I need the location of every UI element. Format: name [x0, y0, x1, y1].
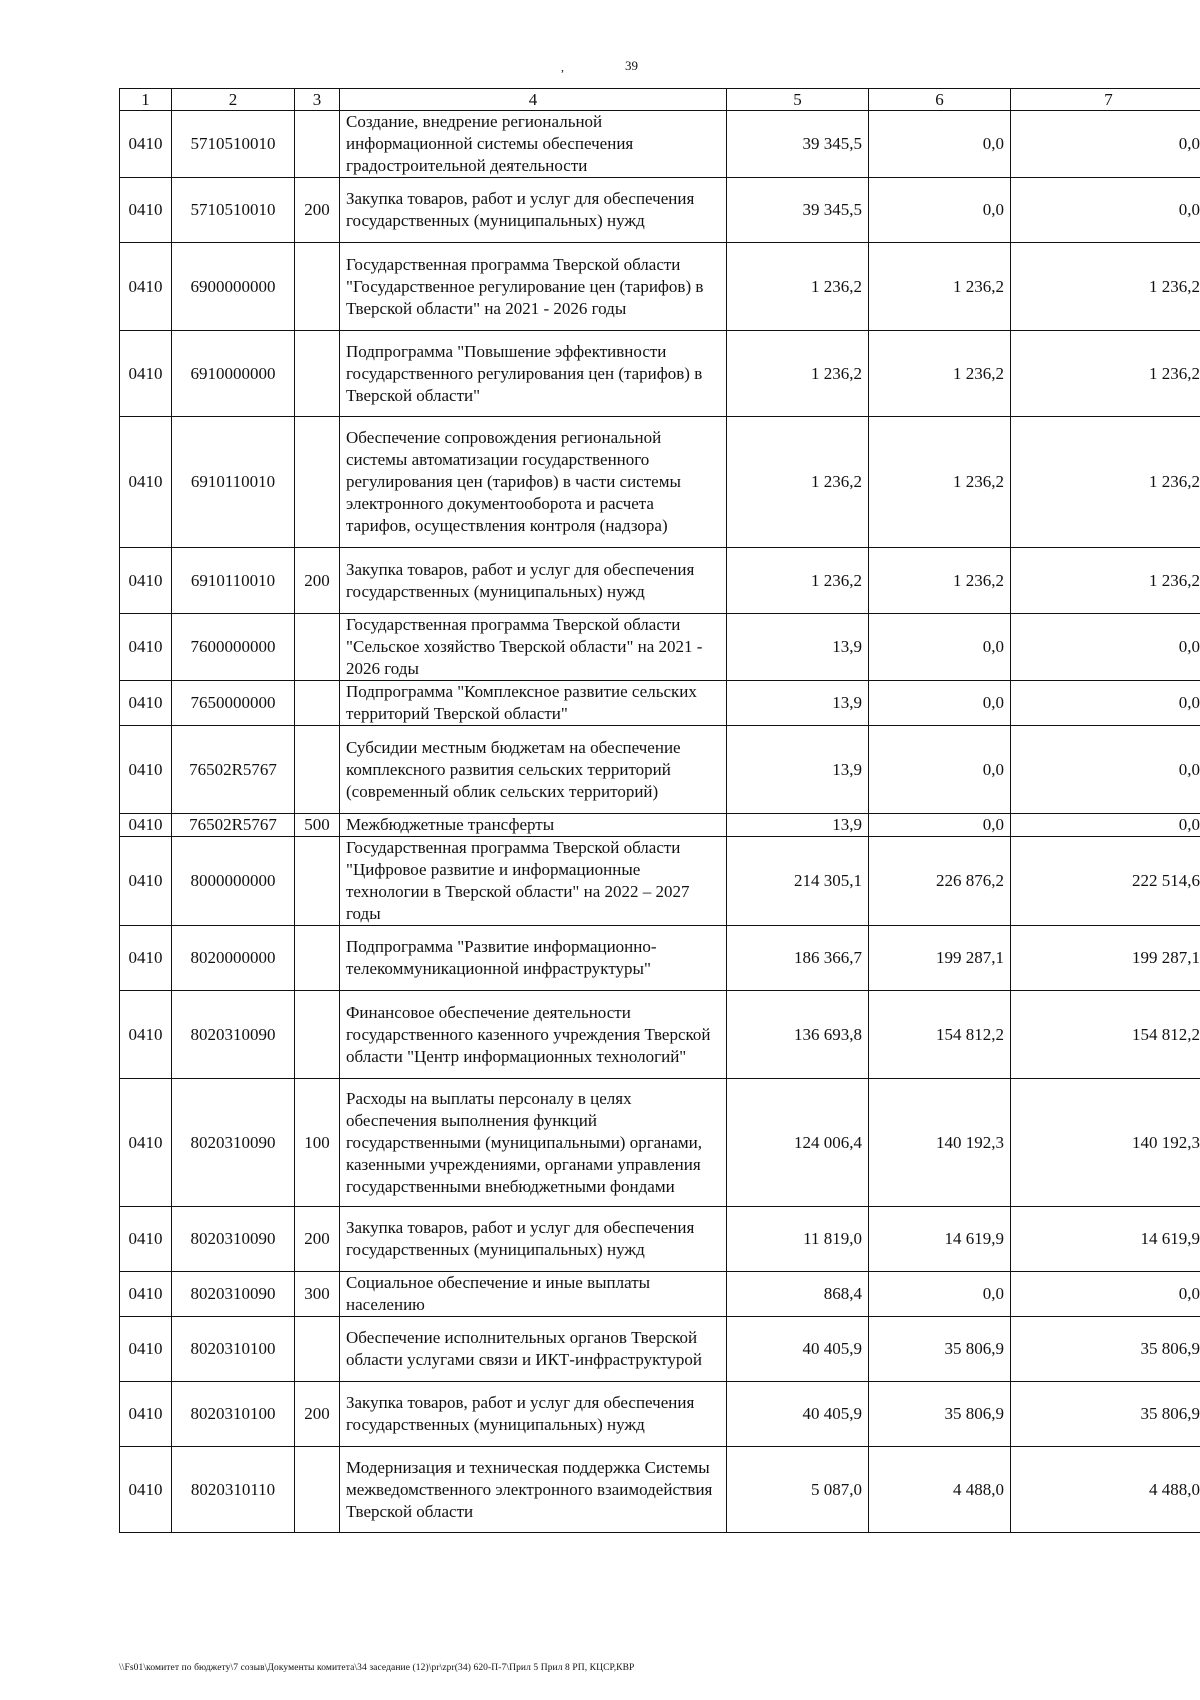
- cell-name: Закупка товаров, работ и услуг для обеспечения государственных (муниципальных) нужд: [340, 548, 727, 614]
- cell-target-code: 8020310100: [172, 1317, 295, 1382]
- cell-amount-col5: 136 693,8: [727, 991, 869, 1079]
- cell-name: Субсидии местным бюджетам на обеспечение комплексного развития сельских территорий (современный облик сельских территорий): [340, 726, 727, 814]
- cell-target-code: 6910110010: [172, 417, 295, 548]
- table-row: [120, 991, 1200, 1079]
- cell-section-code: 0410: [120, 331, 172, 417]
- table-row: [120, 1079, 1200, 1207]
- cell-amount-col7: 0,0: [1011, 814, 1200, 837]
- table-row: [120, 178, 1200, 243]
- cell-name: Государственная программа Тверской области "Сельское хозяйство Тверской области" на 2021 - 2026 годы: [340, 614, 727, 681]
- cell-amount-col6: 154 812,2: [869, 991, 1011, 1079]
- cell-amount-col6: 0,0: [869, 111, 1011, 178]
- cell-amount-col7: 35 806,9: [1011, 1317, 1200, 1382]
- cell-amount-col6: 1 236,2: [869, 331, 1011, 417]
- cell-amount-col7: 14 619,9: [1011, 1207, 1200, 1272]
- cell-section-code: 0410: [120, 178, 172, 243]
- cell-name: Государственная программа Тверской области "Государственное регулирование цен (тарифов) в Тверской области" на 2021 - 2026 годы: [340, 243, 727, 331]
- cell-amount-col6: 0,0: [869, 614, 1011, 681]
- cell-section-code: 0410: [120, 991, 172, 1079]
- cell-name: Подпрограмма "Развитие информационно-телекоммуникационной инфраструктуры": [340, 926, 727, 991]
- cell-expense-type: [295, 837, 340, 926]
- cell-amount-col5: 5 087,0: [727, 1447, 869, 1533]
- cell-amount-col5: 13,9: [727, 614, 869, 681]
- table-row: [120, 681, 1200, 726]
- cell-expense-type: [295, 681, 340, 726]
- cell-amount-col5: 1 236,2: [727, 417, 869, 548]
- cell-expense-type: [295, 417, 340, 548]
- cell-amount-col7: 35 806,9: [1011, 1382, 1200, 1447]
- cell-expense-type: [295, 243, 340, 331]
- cell-amount-col6: 4 488,0: [869, 1447, 1011, 1533]
- cell-expense-type: [295, 111, 340, 178]
- cell-amount-col5: 186 366,7: [727, 926, 869, 991]
- header-col-6: 6: [869, 89, 1011, 111]
- cell-section-code: 0410: [120, 1079, 172, 1207]
- cell-name: Закупка товаров, работ и услуг для обеспечения государственных (муниципальных) нужд: [340, 1207, 727, 1272]
- cell-amount-col7: 222 514,6: [1011, 837, 1200, 926]
- cell-amount-col7: 1 236,2: [1011, 417, 1200, 548]
- table-row: [120, 926, 1200, 991]
- cell-name: Обеспечение сопровождения региональной системы автоматизации государственного регулирования цен (тарифов) в части системы электронного документооборота и расчета тарифов, осуществления контроля (надзора): [340, 417, 727, 548]
- cell-amount-col5: 1 236,2: [727, 548, 869, 614]
- table-row: [120, 837, 1200, 926]
- budget-table: [119, 88, 1200, 1533]
- cell-target-code: 8020310090: [172, 1079, 295, 1207]
- cell-amount-col7: 0,0: [1011, 111, 1200, 178]
- cell-name: Государственная программа Тверской области "Цифровое развитие и информационные технологии в Тверской области" на 2022 – 2027 годы: [340, 837, 727, 926]
- cell-amount-col6: 1 236,2: [869, 417, 1011, 548]
- cell-amount-col5: 39 345,5: [727, 178, 869, 243]
- cell-amount-col6: 199 287,1: [869, 926, 1011, 991]
- cell-section-code: 0410: [120, 926, 172, 991]
- cell-amount-col7: 1 236,2: [1011, 548, 1200, 614]
- cell-amount-col5: 13,9: [727, 681, 869, 726]
- cell-name: Закупка товаров, работ и услуг для обеспечения государственных (муниципальных) нужд: [340, 178, 727, 243]
- cell-amount-col7: 0,0: [1011, 726, 1200, 814]
- cell-name: Создание, внедрение региональной информационной системы обеспечения градостроительной деятельности: [340, 111, 727, 178]
- cell-amount-col6: 226 876,2: [869, 837, 1011, 926]
- table-row: [120, 1447, 1200, 1533]
- cell-target-code: 5710510010: [172, 178, 295, 243]
- cell-section-code: 0410: [120, 1272, 172, 1317]
- cell-section-code: 0410: [120, 837, 172, 926]
- cell-name: Модернизация и техническая поддержка Системы межведомственного электронного взаимодействия Тверской области: [340, 1447, 727, 1533]
- table-body: [120, 111, 1200, 1533]
- cell-section-code: 0410: [120, 548, 172, 614]
- cell-target-code: 6900000000: [172, 243, 295, 331]
- cell-target-code: 76502R5767: [172, 814, 295, 837]
- table-row: [120, 243, 1200, 331]
- cell-amount-col5: 1 236,2: [727, 243, 869, 331]
- header-col-7: 7: [1011, 89, 1200, 111]
- cell-amount-col7: 0,0: [1011, 1272, 1200, 1317]
- cell-target-code: 7650000000: [172, 681, 295, 726]
- cell-name: Межбюджетные трансферты: [340, 814, 727, 837]
- header-col-4: 4: [340, 89, 727, 111]
- file-path-footer: \\Fs01\комитет по бюджету\7 созыв\Документы комитета\34 заседание (12)\pr\zpr(34) 620-П-7\Прил 5 Прил 8 РП, КЦСР,КВР: [119, 1663, 635, 1673]
- cell-target-code: 8020310100: [172, 1382, 295, 1447]
- cell-section-code: 0410: [120, 417, 172, 548]
- table-row: [120, 1272, 1200, 1317]
- cell-target-code: 8000000000: [172, 837, 295, 926]
- cell-name: Социальное обеспечение и иные выплаты населению: [340, 1272, 727, 1317]
- cell-target-code: 8020310090: [172, 1207, 295, 1272]
- cell-amount-col7: 154 812,2: [1011, 991, 1200, 1079]
- cell-amount-col5: 40 405,9: [727, 1317, 869, 1382]
- cell-name: Закупка товаров, работ и услуг для обеспечения государственных (муниципальных) нужд: [340, 1382, 727, 1447]
- table-row: [120, 417, 1200, 548]
- cell-section-code: 0410: [120, 111, 172, 178]
- cell-amount-col6: 140 192,3: [869, 1079, 1011, 1207]
- cell-amount-col5: 13,9: [727, 814, 869, 837]
- cell-amount-col6: 0,0: [869, 178, 1011, 243]
- cell-expense-type: 200: [295, 1382, 340, 1447]
- cell-expense-type: 200: [295, 548, 340, 614]
- cell-amount-col6: 0,0: [869, 726, 1011, 814]
- cell-target-code: 8020310090: [172, 1272, 295, 1317]
- page-number: 39: [625, 58, 638, 73]
- cell-name: Расходы на выплаты персоналу в целях обеспечения выполнения функций государственными (муниципальными) органами, казенными учреждениями, органами управления государственными внебюджетными фондами: [340, 1079, 727, 1207]
- cell-expense-type: [295, 726, 340, 814]
- cell-amount-col6: 35 806,9: [869, 1317, 1011, 1382]
- cell-amount-col6: 1 236,2: [869, 243, 1011, 331]
- cell-target-code: 6910000000: [172, 331, 295, 417]
- cell-expense-type: 300: [295, 1272, 340, 1317]
- header-col-2: 2: [172, 89, 295, 111]
- cell-amount-col7: 1 236,2: [1011, 331, 1200, 417]
- cell-amount-col7: 1 236,2: [1011, 243, 1200, 331]
- table-row: [120, 614, 1200, 681]
- cell-section-code: 0410: [120, 1447, 172, 1533]
- cell-expense-type: 200: [295, 1207, 340, 1272]
- cell-amount-col6: 14 619,9: [869, 1207, 1011, 1272]
- cell-expense-type: 500: [295, 814, 340, 837]
- cell-section-code: 0410: [120, 243, 172, 331]
- cell-expense-type: 200: [295, 178, 340, 243]
- cell-section-code: 0410: [120, 814, 172, 837]
- cell-amount-col5: 124 006,4: [727, 1079, 869, 1207]
- cell-amount-col6: 0,0: [869, 814, 1011, 837]
- cell-section-code: 0410: [120, 1207, 172, 1272]
- table-row: [120, 111, 1200, 178]
- cell-target-code: 6910110010: [172, 548, 295, 614]
- cell-amount-col7: 0,0: [1011, 681, 1200, 726]
- cell-amount-col7: 199 287,1: [1011, 926, 1200, 991]
- cell-section-code: 0410: [120, 726, 172, 814]
- table-row: [120, 331, 1200, 417]
- cell-name: Обеспечение исполнительных органов Тверской области услугами связи и ИКТ-инфраструктурой: [340, 1317, 727, 1382]
- cell-amount-col5: 1 236,2: [727, 331, 869, 417]
- cell-expense-type: 100: [295, 1079, 340, 1207]
- table-row: [120, 1382, 1200, 1447]
- table-row: [120, 726, 1200, 814]
- cell-expense-type: [295, 1447, 340, 1533]
- cell-name: Подпрограмма "Повышение эффективности государственного регулирования цен (тарифов) в Тверской области": [340, 331, 727, 417]
- header-col-3: 3: [295, 89, 340, 111]
- table-row: [120, 814, 1200, 837]
- cell-amount-col6: 35 806,9: [869, 1382, 1011, 1447]
- table-row: [120, 1317, 1200, 1382]
- cell-amount-col7: 4 488,0: [1011, 1447, 1200, 1533]
- cell-target-code: 76502R5767: [172, 726, 295, 814]
- cell-target-code: 8020310110: [172, 1447, 295, 1533]
- header-row: [120, 89, 1200, 111]
- cell-expense-type: [295, 1317, 340, 1382]
- cell-amount-col5: 13,9: [727, 726, 869, 814]
- table-row: [120, 1207, 1200, 1272]
- table-row: [120, 548, 1200, 614]
- header-col-1: 1: [120, 89, 172, 111]
- cell-target-code: 8020000000: [172, 926, 295, 991]
- cell-section-code: 0410: [120, 1317, 172, 1382]
- cell-amount-col6: 0,0: [869, 681, 1011, 726]
- cell-name: Подпрограмма "Комплексное развитие сельских территорий Тверской области": [340, 681, 727, 726]
- cell-target-code: 8020310090: [172, 991, 295, 1079]
- cell-amount-col6: 0,0: [869, 1272, 1011, 1317]
- cell-target-code: 7600000000: [172, 614, 295, 681]
- cell-section-code: 0410: [120, 614, 172, 681]
- cell-amount-col7: 140 192,3: [1011, 1079, 1200, 1207]
- cell-amount-col7: 0,0: [1011, 614, 1200, 681]
- scan-mark: ,: [561, 60, 564, 74]
- cell-amount-col5: 40 405,9: [727, 1382, 869, 1447]
- cell-target-code: 5710510010: [172, 111, 295, 178]
- cell-amount-col6: 1 236,2: [869, 548, 1011, 614]
- cell-section-code: 0410: [120, 1382, 172, 1447]
- cell-expense-type: [295, 991, 340, 1079]
- cell-amount-col5: 11 819,0: [727, 1207, 869, 1272]
- cell-amount-col5: 868,4: [727, 1272, 869, 1317]
- cell-amount-col7: 0,0: [1011, 178, 1200, 243]
- cell-amount-col5: 39 345,5: [727, 111, 869, 178]
- cell-name: Финансовое обеспечение деятельности государственного казенного учреждения Тверской области "Центр информационных технологий": [340, 991, 727, 1079]
- cell-section-code: 0410: [120, 681, 172, 726]
- cell-expense-type: [295, 926, 340, 991]
- cell-expense-type: [295, 331, 340, 417]
- cell-amount-col5: 214 305,1: [727, 837, 869, 926]
- header-col-5: 5: [727, 89, 869, 111]
- cell-expense-type: [295, 614, 340, 681]
